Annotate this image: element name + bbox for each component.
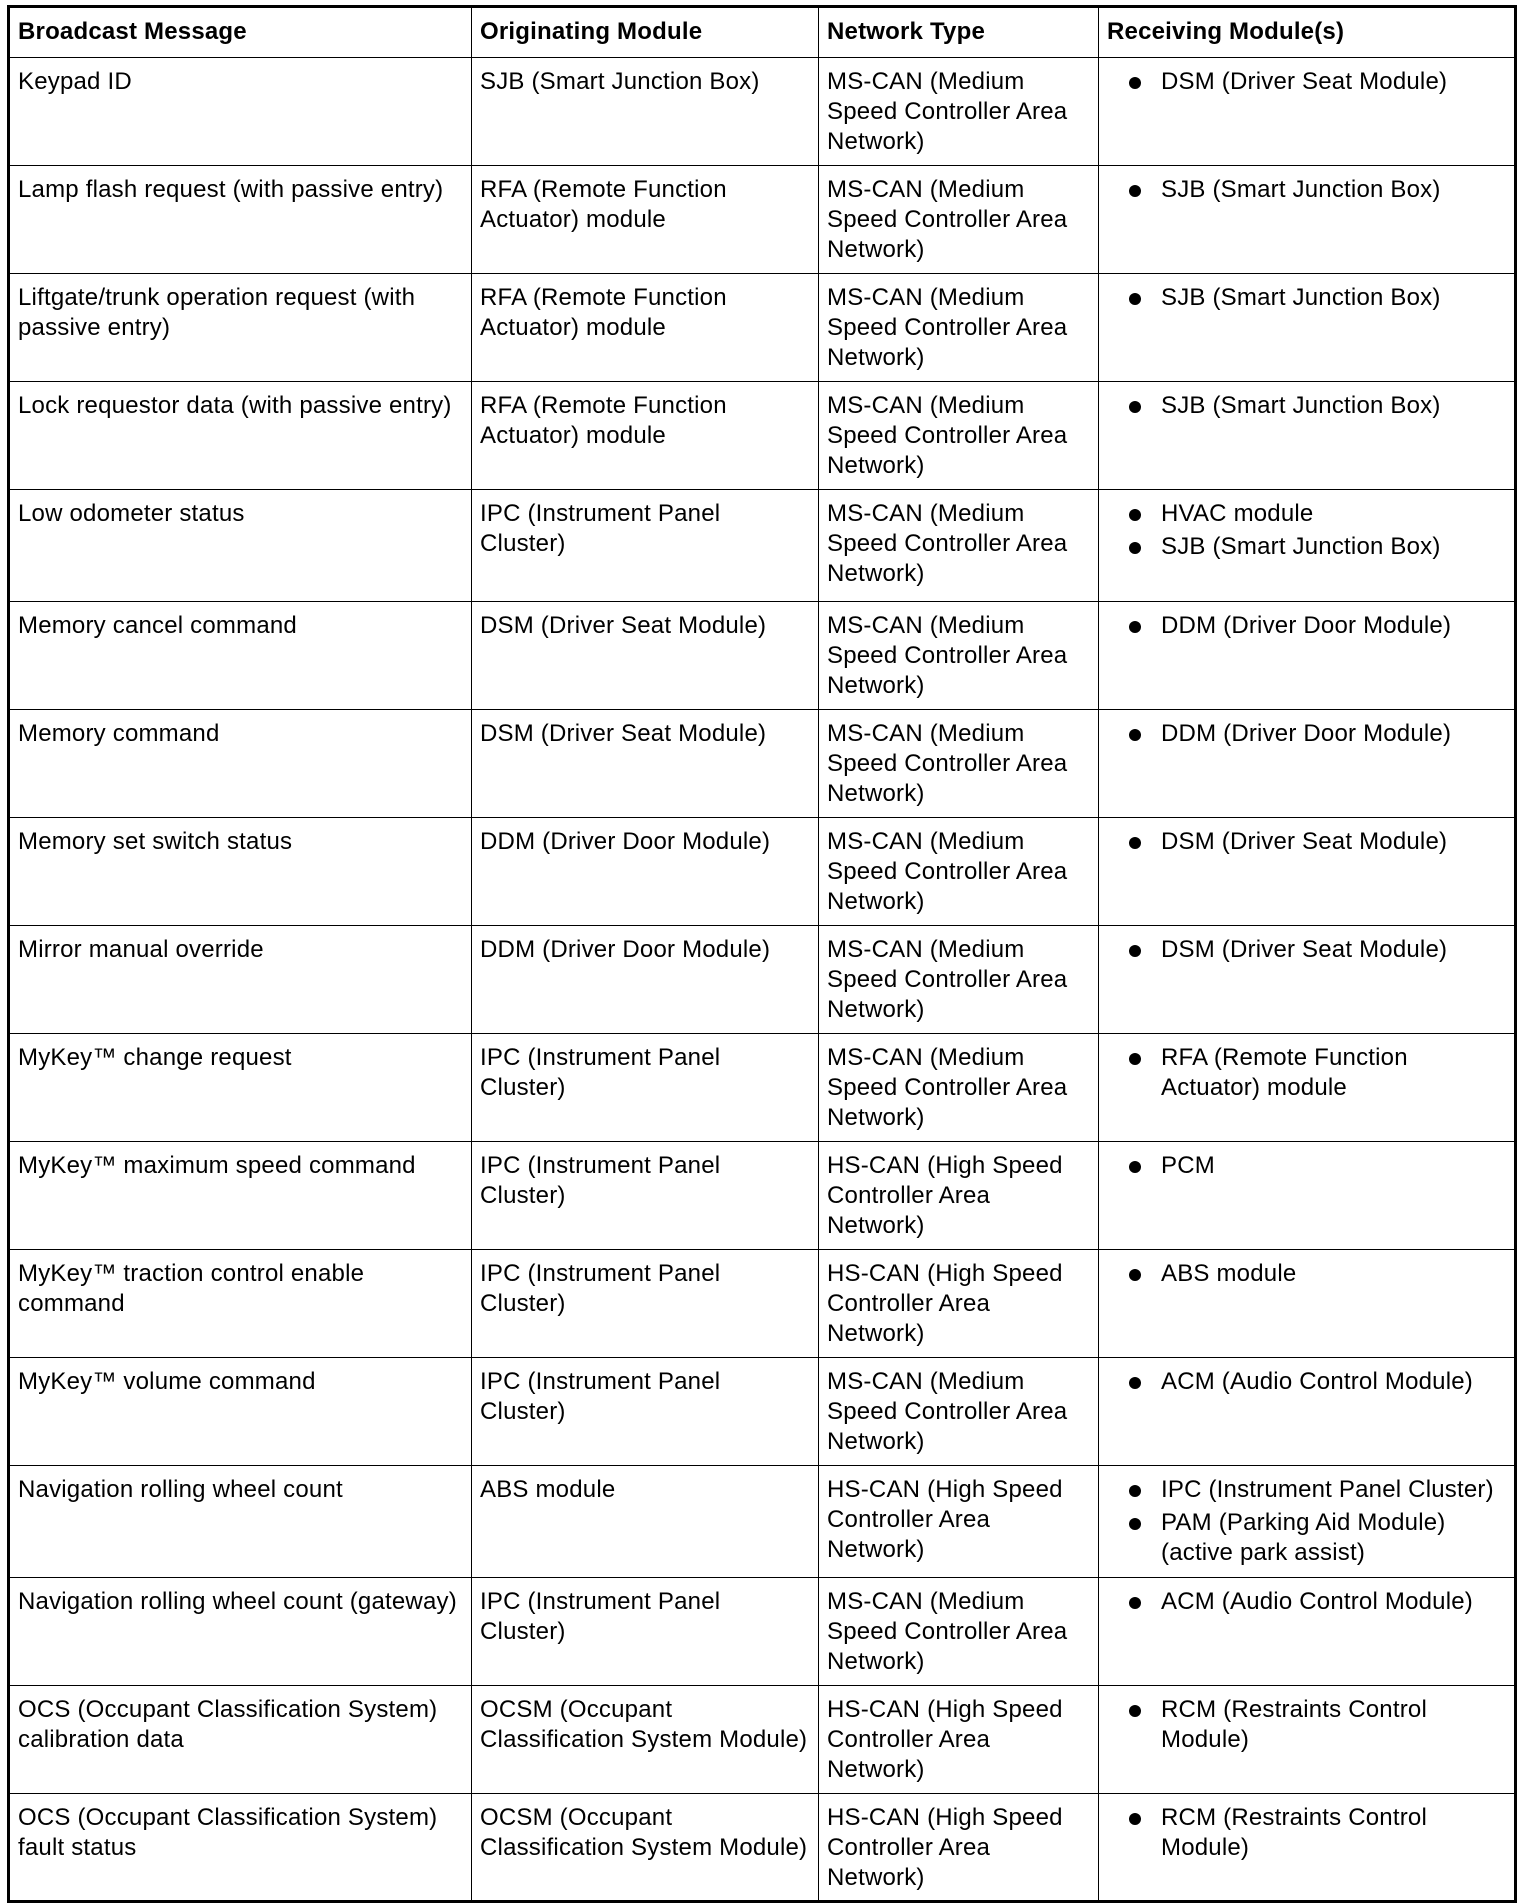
receiving-module-label: PAM (Parking Aid Module) (active park assist) (1161, 1509, 1446, 1566)
network-type-cell: MS-CAN (Medium Speed Controller Area Network) (819, 926, 1099, 1034)
receiving-module-item (1125, 1259, 1506, 1289)
receiving-modules-cell (1099, 926, 1516, 1034)
receiving-module-label: RCM (Restraints Control Module) (1161, 1804, 1427, 1861)
message-cell: Mirror manual override (9, 926, 472, 1034)
header-broadcast-message: Broadcast Message (9, 7, 472, 58)
receiving-modules-cell (1099, 818, 1516, 926)
bullet-icon (1129, 1518, 1141, 1530)
receiving-module-list (1107, 67, 1506, 97)
table-row (9, 710, 1516, 818)
network-type-cell: MS-CAN (Medium Speed Controller Area Network) (819, 490, 1099, 602)
receiving-module-list (1107, 175, 1506, 205)
network-type-cell: HS-CAN (High Speed Controller Area Network) (819, 1794, 1099, 1902)
receiving-module-label: DSM (Driver Seat Module) (1161, 828, 1448, 855)
network-type-cell: MS-CAN (Medium Speed Controller Area Network) (819, 602, 1099, 710)
table-body (9, 58, 1516, 1902)
receiving-module-list (1107, 1695, 1506, 1755)
bullet-icon (1129, 621, 1141, 633)
receiving-module-list (1107, 1043, 1506, 1103)
receiving-module-list (1107, 1587, 1506, 1617)
table-row (9, 1466, 1516, 1578)
table-row (9, 818, 1516, 926)
receiving-module-label: SJB (Smart Junction Box) (1161, 533, 1441, 560)
table-row (9, 58, 1516, 166)
bullet-icon (1129, 1161, 1141, 1173)
receiving-modules-cell (1099, 490, 1516, 602)
network-type-cell: MS-CAN (Medium Speed Controller Area Network) (819, 710, 1099, 818)
network-type-cell: HS-CAN (High Speed Controller Area Network) (819, 1466, 1099, 1578)
receiving-module-item (1125, 283, 1506, 313)
message-cell: Memory cancel command (9, 602, 472, 710)
receiving-module-list (1107, 283, 1506, 313)
bullet-icon (1129, 542, 1141, 554)
bullet-icon (1129, 729, 1141, 741)
receiving-module-item (1125, 1508, 1506, 1568)
message-cell: Memory command (9, 710, 472, 818)
originating-module-cell: IPC (Instrument Panel Cluster) (472, 1142, 819, 1250)
table-row (9, 166, 1516, 274)
originating-module-cell: IPC (Instrument Panel Cluster) (472, 1250, 819, 1358)
table-row (9, 1034, 1516, 1142)
originating-module-cell: SJB (Smart Junction Box) (472, 58, 819, 166)
network-type-cell: MS-CAN (Medium Speed Controller Area Network) (819, 818, 1099, 926)
receiving-module-label: ACM (Audio Control Module) (1161, 1588, 1473, 1615)
network-type-cell: MS-CAN (Medium Speed Controller Area Network) (819, 1358, 1099, 1466)
receiving-module-item (1125, 1803, 1506, 1863)
receiving-module-item (1125, 1587, 1506, 1617)
bullet-icon (1129, 1377, 1141, 1389)
originating-module-cell: IPC (Instrument Panel Cluster) (472, 490, 819, 602)
message-cell: Keypad ID (9, 58, 472, 166)
receiving-module-label: DDM (Driver Door Module) (1161, 612, 1452, 639)
message-cell: MyKey™ change request (9, 1034, 472, 1142)
receiving-module-item (1125, 719, 1506, 749)
receiving-module-label: SJB (Smart Junction Box) (1161, 392, 1441, 419)
network-type-cell: MS-CAN (Medium Speed Controller Area Network) (819, 166, 1099, 274)
network-type-cell: MS-CAN (Medium Speed Controller Area Network) (819, 58, 1099, 166)
message-cell: Liftgate/trunk operation request (with passive entry) (9, 274, 472, 382)
originating-module-cell: RFA (Remote Function Actuator) module (472, 166, 819, 274)
receiving-modules-cell (1099, 710, 1516, 818)
receiving-module-item (1125, 67, 1506, 97)
receiving-modules-cell (1099, 1686, 1516, 1794)
originating-module-cell: IPC (Instrument Panel Cluster) (472, 1358, 819, 1466)
receiving-modules-cell (1099, 58, 1516, 166)
network-type-cell: HS-CAN (High Speed Controller Area Network) (819, 1686, 1099, 1794)
header-originating-module: Originating Module (472, 7, 819, 58)
message-cell: MyKey™ traction control enable command (9, 1250, 472, 1358)
network-type-cell: HS-CAN (High Speed Controller Area Network) (819, 1142, 1099, 1250)
originating-module-cell: IPC (Instrument Panel Cluster) (472, 1034, 819, 1142)
receiving-module-list (1107, 1803, 1506, 1863)
originating-module-cell: OCSM (Occupant Classification System Module) (472, 1686, 819, 1794)
network-type-cell: MS-CAN (Medium Speed Controller Area Network) (819, 1034, 1099, 1142)
originating-module-cell: ABS module (472, 1466, 819, 1578)
bullet-icon (1129, 77, 1141, 89)
message-cell: OCS (Occupant Classification System) calibration data (9, 1686, 472, 1794)
table-row (9, 926, 1516, 1034)
header-network-type: Network Type (819, 7, 1099, 58)
network-type-cell: HS-CAN (High Speed Controller Area Network) (819, 1250, 1099, 1358)
table-row (9, 1358, 1516, 1466)
table-row (9, 1686, 1516, 1794)
bullet-icon (1129, 1597, 1141, 1609)
receiving-modules-cell (1099, 166, 1516, 274)
broadcast-message-table (7, 5, 1517, 1903)
receiving-modules-cell (1099, 1250, 1516, 1358)
receiving-modules-cell (1099, 1466, 1516, 1578)
network-type-cell: MS-CAN (Medium Speed Controller Area Network) (819, 382, 1099, 490)
network-type-cell: MS-CAN (Medium Speed Controller Area Network) (819, 1578, 1099, 1686)
receiving-module-item (1125, 611, 1506, 641)
receiving-modules-cell (1099, 1794, 1516, 1902)
receiving-module-label: RFA (Remote Function Actuator) module (1161, 1044, 1408, 1101)
bullet-icon (1129, 1705, 1141, 1717)
originating-module-cell: DDM (Driver Door Module) (472, 818, 819, 926)
table-row (9, 382, 1516, 490)
receiving-modules-cell (1099, 274, 1516, 382)
receiving-module-label: IPC (Instrument Panel Cluster) (1161, 1476, 1494, 1503)
table-row (9, 1794, 1516, 1902)
receiving-module-list (1107, 391, 1506, 421)
receiving-module-list (1107, 1151, 1506, 1181)
receiving-module-item (1125, 827, 1506, 857)
receiving-module-item (1125, 499, 1506, 529)
receiving-modules-cell (1099, 1142, 1516, 1250)
message-cell: Memory set switch status (9, 818, 472, 926)
table-row (9, 490, 1516, 602)
message-cell: Navigation rolling wheel count (9, 1466, 472, 1578)
receiving-module-list (1107, 935, 1506, 965)
receiving-module-list (1107, 499, 1506, 562)
message-cell: Lamp flash request (with passive entry) (9, 166, 472, 274)
receiving-module-item (1125, 1151, 1506, 1181)
bullet-icon (1129, 1485, 1141, 1497)
receiving-module-item (1125, 935, 1506, 965)
receiving-module-item (1125, 391, 1506, 421)
table-row (9, 274, 1516, 382)
receiving-module-item (1125, 1367, 1506, 1397)
receiving-module-list (1107, 1367, 1506, 1397)
bullet-icon (1129, 185, 1141, 197)
receiving-module-list (1107, 719, 1506, 749)
originating-module-cell: RFA (Remote Function Actuator) module (472, 274, 819, 382)
receiving-modules-cell (1099, 382, 1516, 490)
receiving-module-label: SJB (Smart Junction Box) (1161, 284, 1441, 311)
document-page (7, 5, 1514, 1903)
bullet-icon (1129, 1269, 1141, 1281)
receiving-modules-cell (1099, 1358, 1516, 1466)
bullet-icon (1129, 509, 1141, 521)
receiving-modules-cell (1099, 1034, 1516, 1142)
receiving-modules-cell (1099, 602, 1516, 710)
header-receiving-modules: Receiving Module(s) (1099, 7, 1516, 58)
originating-module-cell: OCSM (Occupant Classification System Module) (472, 1794, 819, 1902)
message-cell: Lock requestor data (with passive entry) (9, 382, 472, 490)
message-cell: Navigation rolling wheel count (gateway) (9, 1578, 472, 1686)
originating-module-cell: RFA (Remote Function Actuator) module (472, 382, 819, 490)
receiving-module-label: DDM (Driver Door Module) (1161, 720, 1452, 747)
receiving-module-label: ABS module (1161, 1260, 1297, 1287)
table-row (9, 602, 1516, 710)
bullet-icon (1129, 837, 1141, 849)
receiving-module-item (1125, 1043, 1506, 1103)
receiving-module-label: HVAC module (1161, 500, 1314, 527)
receiving-module-label: PCM (1161, 1152, 1215, 1179)
originating-module-cell: IPC (Instrument Panel Cluster) (472, 1578, 819, 1686)
receiving-module-item (1125, 1475, 1506, 1505)
message-cell: MyKey™ maximum speed command (9, 1142, 472, 1250)
receiving-module-label: RCM (Restraints Control Module) (1161, 1696, 1427, 1753)
bullet-icon (1129, 945, 1141, 957)
table-row (9, 1142, 1516, 1250)
originating-module-cell: DSM (Driver Seat Module) (472, 602, 819, 710)
receiving-modules-cell (1099, 1578, 1516, 1686)
table-row (9, 1578, 1516, 1686)
receiving-module-label: DSM (Driver Seat Module) (1161, 68, 1448, 95)
receiving-module-list (1107, 1259, 1506, 1289)
bullet-icon (1129, 401, 1141, 413)
originating-module-cell: DDM (Driver Door Module) (472, 926, 819, 1034)
network-type-cell: MS-CAN (Medium Speed Controller Area Network) (819, 274, 1099, 382)
message-cell: Low odometer status (9, 490, 472, 602)
table-header-row (9, 7, 1516, 58)
receiving-module-item (1125, 1695, 1506, 1755)
receiving-module-list (1107, 1475, 1506, 1568)
originating-module-cell: DSM (Driver Seat Module) (472, 710, 819, 818)
receiving-module-list (1107, 827, 1506, 857)
receiving-module-label: SJB (Smart Junction Box) (1161, 176, 1441, 203)
bullet-icon (1129, 1813, 1141, 1825)
message-cell: MyKey™ volume command (9, 1358, 472, 1466)
receiving-module-label: DSM (Driver Seat Module) (1161, 936, 1448, 963)
message-cell: OCS (Occupant Classification System) fault status (9, 1794, 472, 1902)
receiving-module-item (1125, 532, 1506, 562)
receiving-module-list (1107, 611, 1506, 641)
table-row (9, 1250, 1516, 1358)
receiving-module-item (1125, 175, 1506, 205)
bullet-icon (1129, 1053, 1141, 1065)
receiving-module-label: ACM (Audio Control Module) (1161, 1368, 1473, 1395)
bullet-icon (1129, 293, 1141, 305)
